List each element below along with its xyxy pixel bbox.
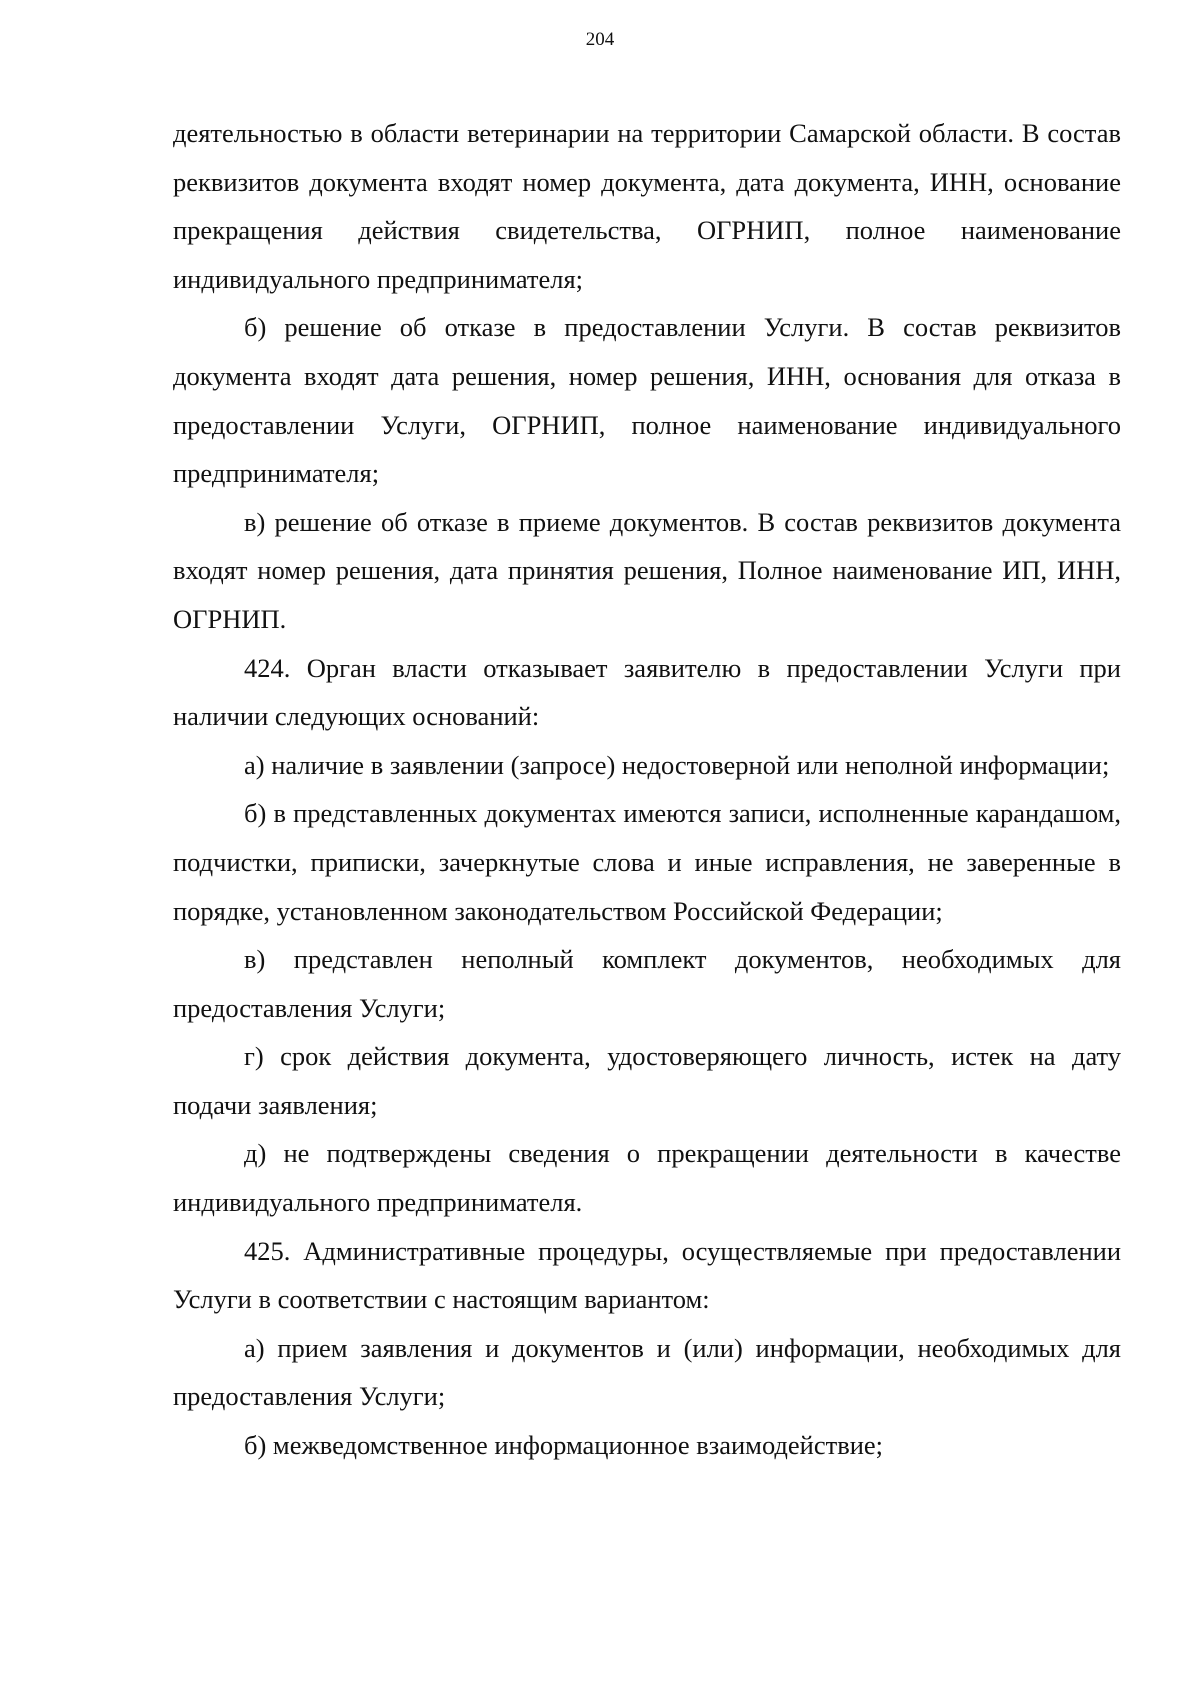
paragraph-item-b-refusal-decision: б) решение об отказе в предоставлении Услуги. В состав реквизитов документа входят дата решения, номер решения, ИНН, основания для отказа в предоставлении Услуги, ОГРНИП, полное наименование индивидуального предпринимателя;	[173, 312, 1121, 489]
paragraph-clause-425: 425. Административные процедуры, осуществляемые при предоставлении Услуги в соответствии с настоящим вариантом:	[173, 1235, 1121, 1315]
paragraph-item-a-false-info: а) наличие в заявлении (запросе) недостоверной или неполной информации;	[244, 749, 1110, 780]
document-body	[173, 109, 1121, 1470]
paragraph-item-d-unconfirmed: д) не подтверждены сведения о прекращении деятельности в качестве индивидуального предпринимателя.	[173, 1138, 1121, 1218]
paragraph-item-b-corrections: б) в представленных документах имеются записи, исполненные карандашом, подчистки, приписки, зачеркнутые слова и иные исправления, не заверенные в порядке, установленном законодательством Российской Федерации;	[173, 798, 1121, 926]
paragraph-item-b-interagency: б) межведомственное информационное взаимодействие;	[244, 1430, 884, 1461]
paragraph-continuation: деятельностью в области ветеринарии на территории Самарской области. В состав реквизитов документа входят номер документа, дата документа, ИНН, основание прекращения действия свидетельства, ОГРНИП, полное наименование индивидуального предпринимателя;	[173, 118, 1121, 294]
paragraph-item-v-incomplete-set: в) представлен неполный комплект документов, необходимых для предоставления Услуги;	[173, 944, 1121, 1023]
paragraph-clause-424: 424. Орган власти отказывает заявителю в предоставлении Услуги при наличии следующих оснований:	[173, 652, 1121, 732]
paragraph-item-a-reception: а) прием заявления и документов и (или) информации, необходимых для предоставления Услуги;	[173, 1332, 1121, 1412]
paragraph-item-g-expired-id: г) срок действия документа, удостоверяющего личность, истек на дату подачи заявления;	[173, 1041, 1121, 1120]
paragraph-item-v-refusal-acceptance: в) решение об отказе в приеме документов. В состав реквизитов документа входят номер решения, дата принятия решения, Полное наименование ИП, ИНН, ОГРНИП.	[173, 506, 1121, 634]
page-number: 204	[585, 29, 615, 50]
